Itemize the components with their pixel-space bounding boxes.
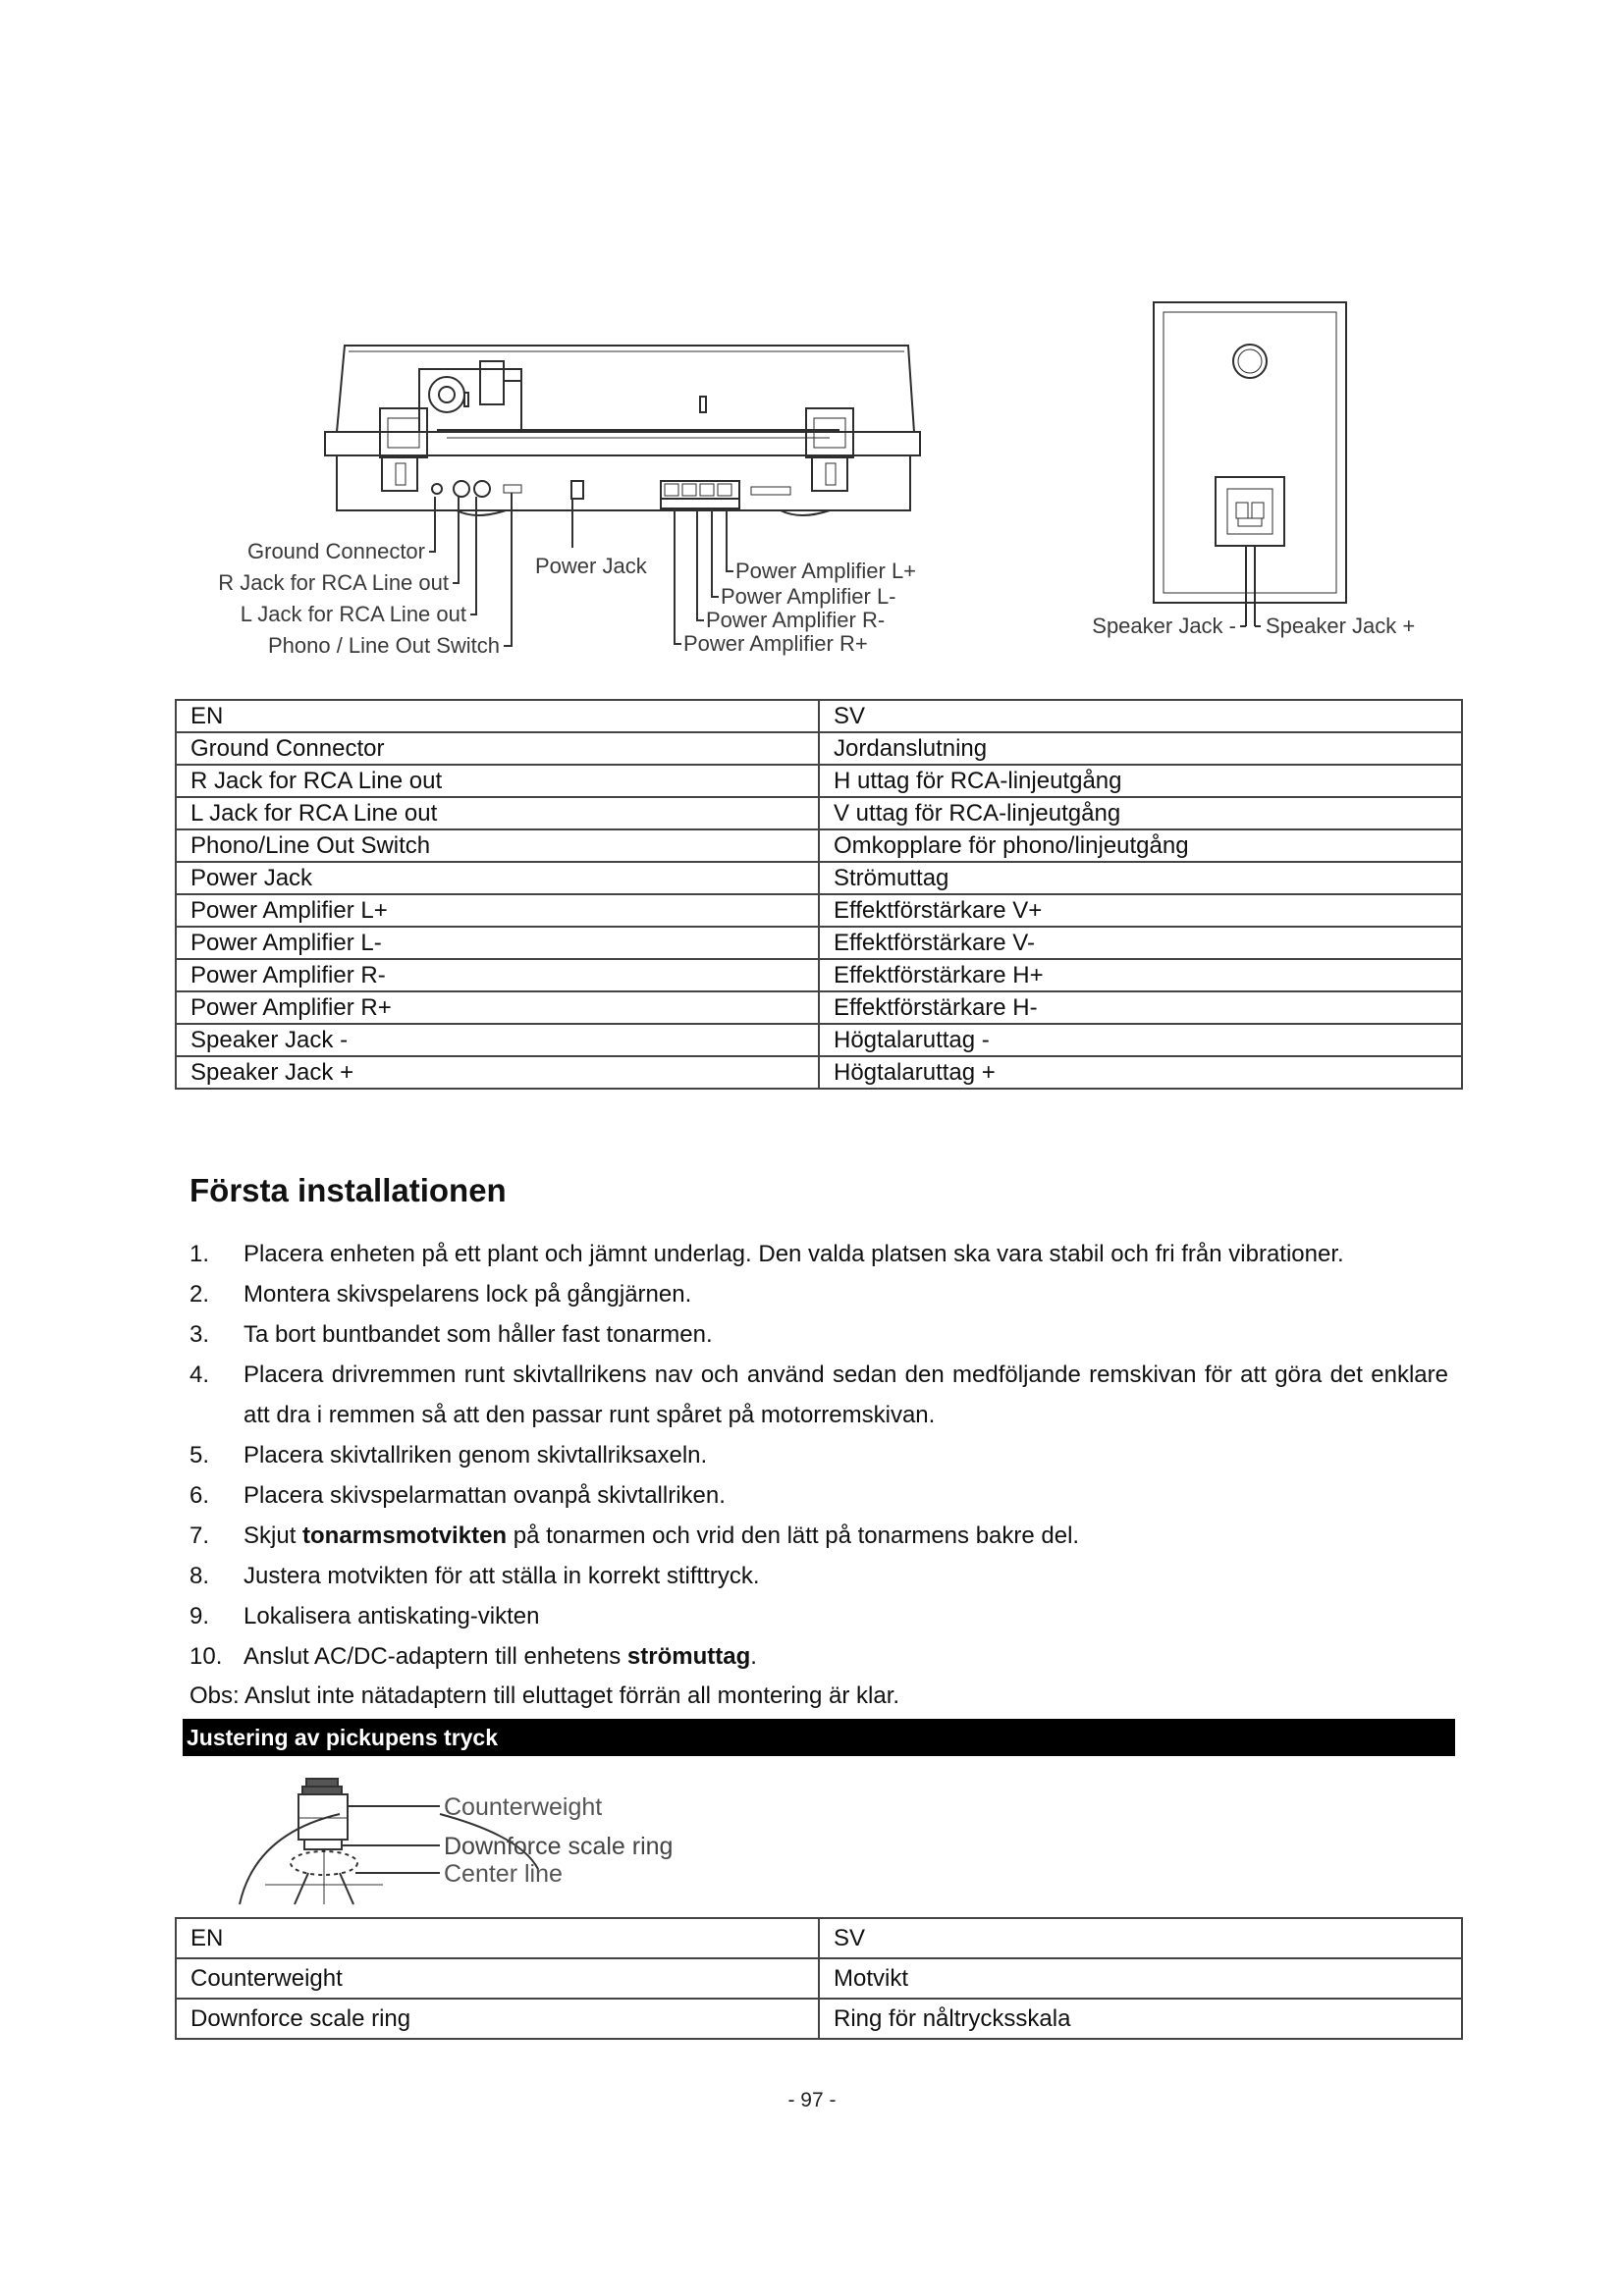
list-item	[189, 1516, 1448, 1556]
step-number: 8.	[189, 1563, 210, 1589]
cell-en: Speaker Jack +	[176, 1056, 819, 1089]
cell-sv: Högtalaruttag -	[819, 1024, 1462, 1056]
step-text: Montera skivspelarens lock på gångjärnen.	[244, 1281, 692, 1308]
table-row	[176, 1958, 1462, 1999]
step-text: Ta bort buntbandet som håller fast tonarmen.	[244, 1321, 713, 1348]
label-speaker-plus: Speaker Jack +	[1266, 614, 1416, 638]
cell-sv: Strömuttag	[819, 862, 1462, 894]
label-amp-l-plus: Power Amplifier L+	[735, 559, 917, 583]
label-speaker-minus: Speaker Jack -	[1092, 614, 1236, 638]
speaker-figure	[1056, 294, 1448, 648]
table-row	[176, 1999, 1462, 2039]
counterweight-figure	[226, 1775, 736, 1912]
turntable-rear-figure	[191, 334, 947, 667]
cell-sv: H uttag för RCA-linjeutgång	[819, 765, 1462, 797]
cell-sv: Högtalaruttag +	[819, 1056, 1462, 1089]
list-item	[189, 1435, 1448, 1475]
step-text: Placera enheten på ett plant och jämnt underlag. Den valda platsen ska vara stabil och fri från vibrationer.	[244, 1241, 1344, 1267]
list-item	[189, 1355, 1448, 1435]
cell-en: Power Amplifier R+	[176, 991, 819, 1024]
label-phono-switch: Phono / Line Out Switch	[267, 633, 500, 658]
label-center-line: Center line	[444, 1860, 563, 1888]
label-power-jack: Power Jack	[535, 554, 647, 578]
step-number: 10.	[189, 1643, 223, 1670]
table-row	[176, 1056, 1462, 1089]
list-item	[189, 1556, 1448, 1596]
label-amp-r-minus: Power Amplifier R-	[706, 608, 886, 632]
table-row	[176, 862, 1462, 894]
header-en: EN	[176, 700, 819, 732]
step-text: Placera drivremmen runt skivtallrikens nav och använd sedan den medföljande remskivan för att göra det enklare att dra i remmen så att den passar runt spåret på motorremskivan.	[244, 1362, 1448, 1428]
step-text: Skjut tonarmsmotvikten på tonarmen och vrid den lätt på tonarmens bakre del.	[244, 1522, 1080, 1549]
step-number: 3.	[189, 1321, 210, 1348]
cell-en: Counterweight	[176, 1958, 819, 1999]
label-downforce-ring: Downforce scale ring	[444, 1833, 674, 1860]
table-row	[176, 927, 1462, 959]
cell-en: Phono/Line Out Switch	[176, 829, 819, 862]
cell-sv: Jordanslutning	[819, 732, 1462, 765]
list-item	[189, 1636, 1448, 1677]
list-item	[189, 1475, 1448, 1516]
step-number: 9.	[189, 1603, 210, 1629]
list-item	[189, 1234, 1448, 1274]
step-number: 7.	[189, 1522, 210, 1549]
step-number: 6.	[189, 1482, 210, 1509]
install-heading: Första installationen	[189, 1172, 507, 1208]
table-header-row	[176, 1918, 1462, 1958]
step-number: 4.	[189, 1362, 210, 1388]
cell-sv: Omkopplare för phono/linjeutgång	[819, 829, 1462, 862]
label-l-jack: L Jack for RCA Line out	[240, 602, 466, 626]
table-row	[176, 1024, 1462, 1056]
label-amp-r-plus: Power Amplifier R+	[683, 631, 868, 656]
connector-table	[175, 699, 1463, 1090]
table-row	[176, 732, 1462, 765]
list-item	[189, 1274, 1448, 1314]
header-sv: SV	[819, 700, 1462, 732]
cell-sv: Effektförstärkare H-	[819, 991, 1462, 1024]
cell-en: Speaker Jack -	[176, 1024, 819, 1056]
label-ground-connector: Ground Connector	[247, 539, 425, 563]
step-text: Justera motvikten för att ställa in korrekt stifttryck.	[244, 1563, 760, 1589]
table-row	[176, 991, 1462, 1024]
pickup-table	[175, 1917, 1463, 2040]
cell-en: Power Jack	[176, 862, 819, 894]
cell-en: R Jack for RCA Line out	[176, 765, 819, 797]
label-amp-l-minus: Power Amplifier L-	[721, 584, 896, 609]
section-bar-pickup: Justering av pickupens tryck	[183, 1719, 1455, 1756]
step-text: Lokalisera antiskating-vikten	[244, 1603, 540, 1629]
cell-sv: Effektförstärkare V-	[819, 927, 1462, 959]
step-number: 1.	[189, 1241, 210, 1267]
install-steps	[189, 1234, 1448, 1677]
cell-sv: V uttag för RCA-linjeutgång	[819, 797, 1462, 829]
table-row	[176, 829, 1462, 862]
install-note: Obs: Anslut inte nätadaptern till eluttaget förrän all montering är klar.	[189, 1682, 900, 1709]
step-text: Anslut AC/DC-adaptern till enhetens strömuttag.	[244, 1643, 757, 1670]
cell-sv: Motvikt	[819, 1958, 1462, 1999]
table-row	[176, 959, 1462, 991]
cell-en: Power Amplifier L-	[176, 927, 819, 959]
step-number: 5.	[189, 1442, 210, 1468]
header-sv: SV	[819, 1918, 1462, 1958]
cell-en: Downforce scale ring	[176, 1999, 819, 2039]
cell-en: Ground Connector	[176, 732, 819, 765]
step-text: Placera skivspelarmattan ovanpå skivtallriken.	[244, 1482, 726, 1509]
table-header-row	[176, 700, 1462, 732]
table-row	[176, 765, 1462, 797]
label-counterweight: Counterweight	[444, 1793, 603, 1821]
table-row	[176, 797, 1462, 829]
header-en: EN	[176, 1918, 819, 1958]
step-number: 2.	[189, 1281, 210, 1308]
list-item	[189, 1314, 1448, 1355]
table-row	[176, 894, 1462, 927]
cell-en: L Jack for RCA Line out	[176, 797, 819, 829]
step-text: Placera skivtallriken genom skivtallriksaxeln.	[244, 1442, 708, 1468]
cell-en: Power Amplifier R-	[176, 959, 819, 991]
list-item	[189, 1596, 1448, 1636]
cell-en: Power Amplifier L+	[176, 894, 819, 927]
cell-sv: Ring för nåltrycksskala	[819, 1999, 1462, 2039]
cell-sv: Effektförstärkare V+	[819, 894, 1462, 927]
page-number: - 97 -	[787, 2089, 837, 2111]
cell-sv: Effektförstärkare H+	[819, 959, 1462, 991]
label-r-jack: R Jack for RCA Line out	[218, 570, 449, 595]
